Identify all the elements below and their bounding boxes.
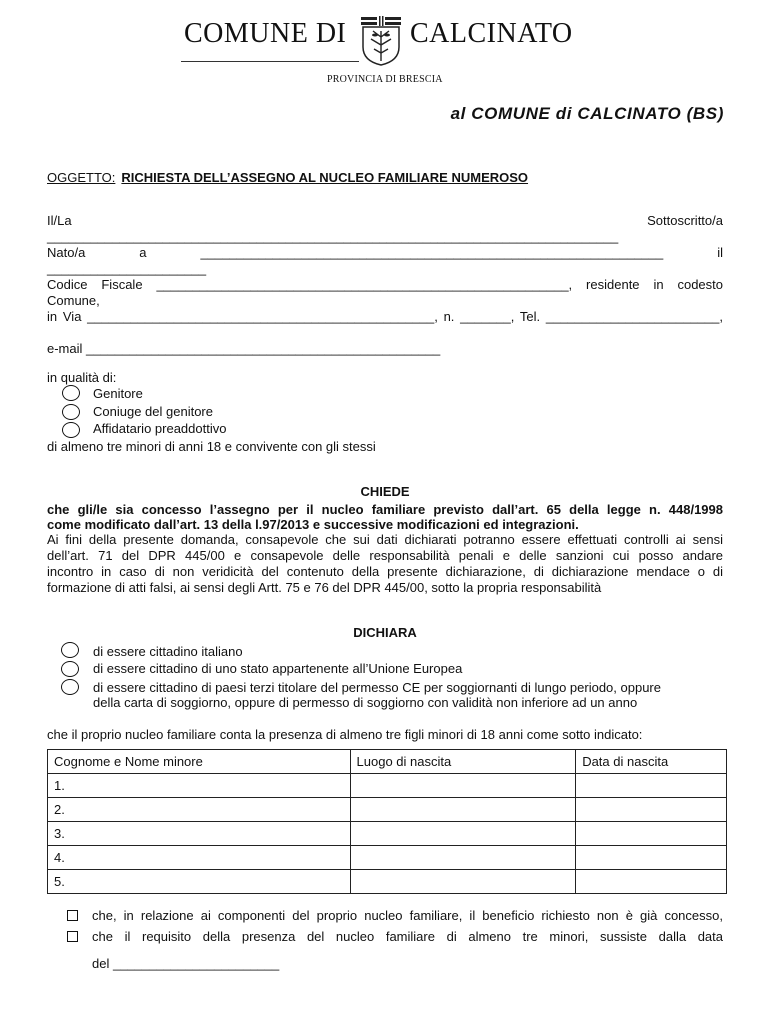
chiede-text-3: incontro in caso di non veridicità del contenuto della presente dichiarazione, di dichiarazione mendace o di [47,564,723,579]
chiede-line-1: che gli/le sia concesso l’assegno per il nucleo familiare previsto dall’art. 65 della legge n. 448/1998 [47,502,723,517]
subject-line [47,170,528,185]
row-number[interactable]: 2. [48,798,351,822]
option-cittadino-italiano: di essere cittadino italiano [93,644,243,659]
field-nato[interactable]: Nato/a a ________________________________________________________________ il ______________________ [47,245,723,276]
subject-label: OGGETTO: [47,170,116,185]
provincia-label: PROVINCIA DI BRESCIA [327,74,443,85]
option-coniuge: Coniuge del genitore [93,404,213,419]
cell-luogo[interactable] [350,846,576,870]
table-row [48,822,727,846]
row-number[interactable]: 3. [48,822,351,846]
radio-coniuge[interactable] [62,404,80,420]
header-data-nascita: Data di nascita [576,750,727,774]
chiede-line-2: come modificato dall’art. 13 della l.97/2013 e successive modificazioni ed integrazioni. [47,517,579,532]
header-comune-right: CALCINATO [410,18,573,49]
crest-of-arms-icon [357,15,405,67]
cell-luogo[interactable] [350,798,576,822]
qualita-footer: di almeno tre minori di anni 18 e convivente con gli stessi [47,439,376,454]
check-requisito-date[interactable]: del _______________________ [92,956,280,971]
check-requisito-text: che il requisito della presenza del nucleo familiare di almeno tre minori, sussiste dalla data [92,929,723,944]
radio-affidatario[interactable] [62,422,80,438]
cell-data[interactable] [576,822,727,846]
chiede-text-1: Ai fini della presente domanda, consapevole che sui dati dichiarati potranno essere effettuati controlli ai sensi [47,532,723,547]
addressee: al COMUNE di CALCINATO (BS) [450,104,724,123]
checkbox-beneficio[interactable] [67,910,78,921]
cell-data[interactable] [576,774,727,798]
cell-luogo[interactable] [350,822,576,846]
option-cittadino-terzi-cont: della carta di soggiorno, oppure di permesso di soggiorno con validità non inferiore ad un anno [93,695,638,710]
option-cittadino-terzi: di essere cittadino di paesi terzi titolare del permesso CE per soggiornanti di lungo periodo, oppure [93,680,661,695]
chiede-heading: CHIEDE [360,484,410,499]
cell-data[interactable] [576,870,727,894]
row-number[interactable]: 4. [48,846,351,870]
table-row [48,798,727,822]
chiede-text-4: formazione di atti falsi, ai sensi degli Artt. 75 e 76 del DPR 445/00, sotto la propria responsabilità [47,580,602,595]
cell-data[interactable] [576,798,727,822]
checkbox-requisito[interactable] [67,931,78,942]
check-beneficio-text: che, in relazione ai componenti del proprio nucleo familiare, il beneficio richiesto non è già concesso, [92,908,723,923]
radio-cittadino-ue[interactable] [61,661,79,677]
option-cittadino-ue: di essere cittadino di uno stato appartenente all’Unione Europea [93,661,463,676]
nucleo-intro: che il proprio nucleo familiare conta la presenza di almeno tre figli minori di 18 anni come sotto indicato: [47,727,643,742]
row-number[interactable]: 5. [48,870,351,894]
chiede-text-2: dell’art. 71 del DPR 445/00 e consapevole delle responsabilità penali e delle sanzioni cui posso andare [47,548,723,563]
subject-title: RICHIESTA DELL’ASSEGNO AL NUCLEO FAMILIARE NUMEROSO [121,170,529,185]
cell-data[interactable] [576,846,727,870]
field-codice-fiscale[interactable]: Codice Fiscale _________________________________________________________, residente in codesto Comune, [47,277,723,308]
option-genitore: Genitore [93,386,143,401]
header-comune-left: COMUNE DI [184,18,347,49]
radio-genitore[interactable] [62,385,80,401]
radio-cittadino-terzi[interactable] [61,679,79,695]
header-luogo-nascita: Luogo di nascita [350,750,576,774]
row-number[interactable]: 1. [48,774,351,798]
qualita-label: in qualità di: [47,370,117,385]
option-affidatario: Affidatario preaddottivo [93,421,227,436]
table-row [48,870,727,894]
cell-luogo[interactable] [350,870,576,894]
header-underline [181,61,359,62]
cell-luogo[interactable] [350,774,576,798]
radio-cittadino-italiano[interactable] [61,642,79,658]
table-header-row [48,750,727,774]
table-row [48,846,727,870]
field-sottoscritto[interactable]: Il/La Sottoscritto/a _______________________________________________________________________________ [47,213,723,244]
field-email[interactable]: e-mail _________________________________________________ [47,341,441,356]
minors-table [47,749,727,894]
dichiara-heading: DICHIARA [353,625,417,640]
table-row [48,774,727,798]
header-cognome-nome: Cognome e Nome minore [48,750,351,774]
field-via[interactable]: in Via ________________________________________________, n. _______, Tel. ________________________, [47,309,723,324]
